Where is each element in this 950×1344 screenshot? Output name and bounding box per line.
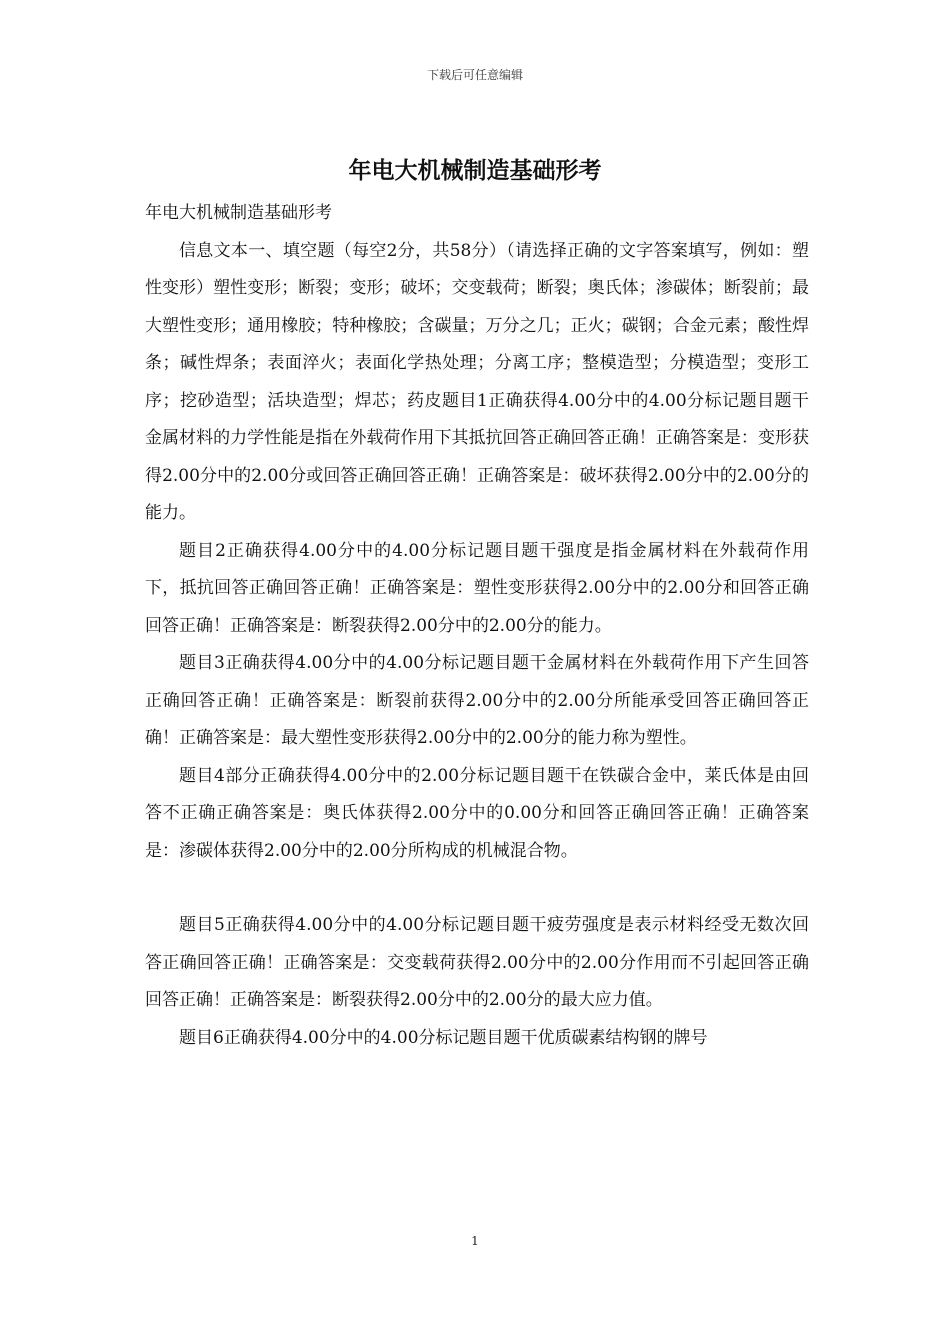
- document-title: 年电大机械制造基础形考: [348, 158, 602, 184]
- header-note: 下载后可任意编辑: [426, 68, 523, 82]
- paragraph-fill-blank-intro: 信息文本一、填空题（每空2分，共58分）（请选择正确的文字答案填写，例如：塑性变形）塑性变形；断裂；变形；破坏；交变载荷；断裂；奥氏体；渗碳体；断裂前；最大塑性变形；通用橡胶；特种橡胶；含碳量；万分之几；正火；碳钢；合金元素；酸性焊条；碱性焊条；表面淬火；表面化学热处理；分离工序；整模造型；分模造型；变形工序；挖砂造型；活块造型；焊芯；药皮题目1正确获得4.00分中的4.00分标记题目题干金属材料的力学性能是指在外载荷作用下其抵抗回答正确回答正确！正确答案是：变形获得2.00分中的2.00分或回答正确回答正确！正确答案是：破坏获得2.00分中的2.00分的能力。: [145, 240, 809, 523]
- paragraph-question-2: 题目2正确获得4.00分中的4.00分标记题目题干强度是指金属材料在外载荷作用下，抵抗回答正确回答正确！正确答案是：塑性变形获得2.00分中的2.00分和回答正确回答正确！正确答案是：断裂获得2.00分中的2.00分的能力。: [145, 540, 809, 636]
- paragraph-question-3: 题目3正确获得4.00分中的4.00分标记题目题干金属材料在外载荷作用下产生回答正确回答正确！正确答案是：断裂前获得2.00分中的2.00分所能承受回答正确回答正确！正确答案是：最大塑性变形获得2.00分中的2.00分的能力称为塑性。: [145, 653, 809, 748]
- paragraph-question-6: 题目6正确获得4.00分中的4.00分标记题目题干优质碳素结构钢的牌号: [179, 1027, 708, 1048]
- document-subtitle: 年电大机械制造基础形考: [145, 203, 332, 223]
- page-number: 1: [471, 1234, 479, 1248]
- paragraph-question-4: 题目4部分正确获得4.00分中的2.00分标记题目题干在铁碳合金中，莱氏体是由回答不正确正确答案是：奥氏体获得2.00分中的0.00分和回答正确回答正确！正确答案是：渗碳体获得2.00分中的2.00分所构成的机械混合物。: [145, 765, 809, 861]
- paragraph-question-5: 题目5正确获得4.00分中的4.00分标记题目题干疲劳强度是表示材料经受无数次回答正确回答正确！正确答案是：交变载荷获得2.00分中的2.00分作用而不引起回答正确回答正确！正确答案是：断裂获得2.00分中的2.00分的最大应力值。: [145, 915, 809, 1010]
- document-body: [145, 195, 809, 1057]
